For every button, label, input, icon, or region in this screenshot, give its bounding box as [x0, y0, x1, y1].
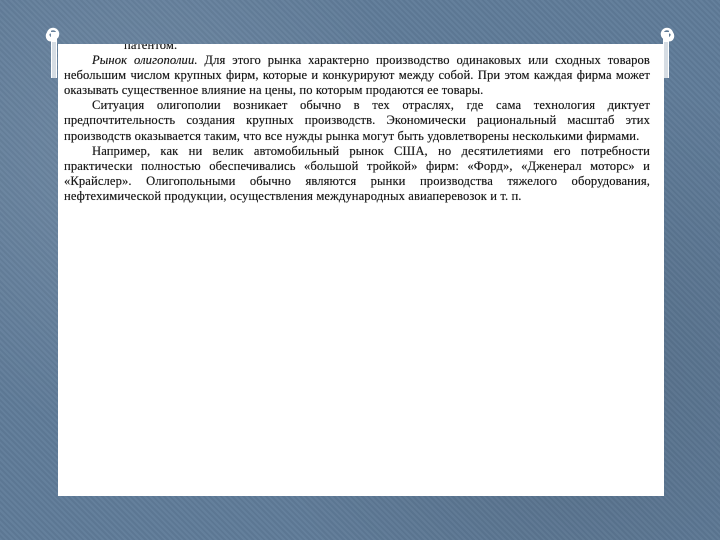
paragraph-oligopoly-conditions: Ситуация олигополии возникает обычно в тех отраслях, где сама технология диктует предпочтительность создания крупных производств. Экономически рациональный масштаб этих производств оказывается таким, что все нужды рынка могут быть удовлетворены несколькими фирмами. — [64, 98, 650, 143]
paragraph-oligopoly-definition — [64, 53, 650, 98]
slide-content-area — [58, 44, 664, 496]
scanned-page-image — [58, 44, 664, 266]
term-oligopoly: Рынок олигополии. — [92, 53, 198, 68]
paragraph-1-body: Для этого рынка характерно производство одинаковых или сходных товаров небольшим числом крупных фирм, которые и конкурируют между собой. При этом каждая фирма может оказывать существенное влияние на цены, по которым продаются ее товары. — [64, 53, 650, 98]
paragraph-oligopoly-example: Например, как ни велик автомобильный рынок США, но десятилетиями его потребности практически полностью обеспечивались «большой тройкой» фирм: «Форд», «Дженерал моторс» и «Крайслер». Олигопольными обычно являются рынки производства тяжелого оборудования, нефтехимической продукции, осуществления международных авиаперевозок и т. п. — [64, 143, 650, 203]
scanned-page-text — [64, 44, 650, 204]
fragment-line: патентом. — [124, 44, 178, 52]
scroll-pin-icon — [656, 26, 676, 78]
scroll-pin-icon — [44, 26, 64, 78]
